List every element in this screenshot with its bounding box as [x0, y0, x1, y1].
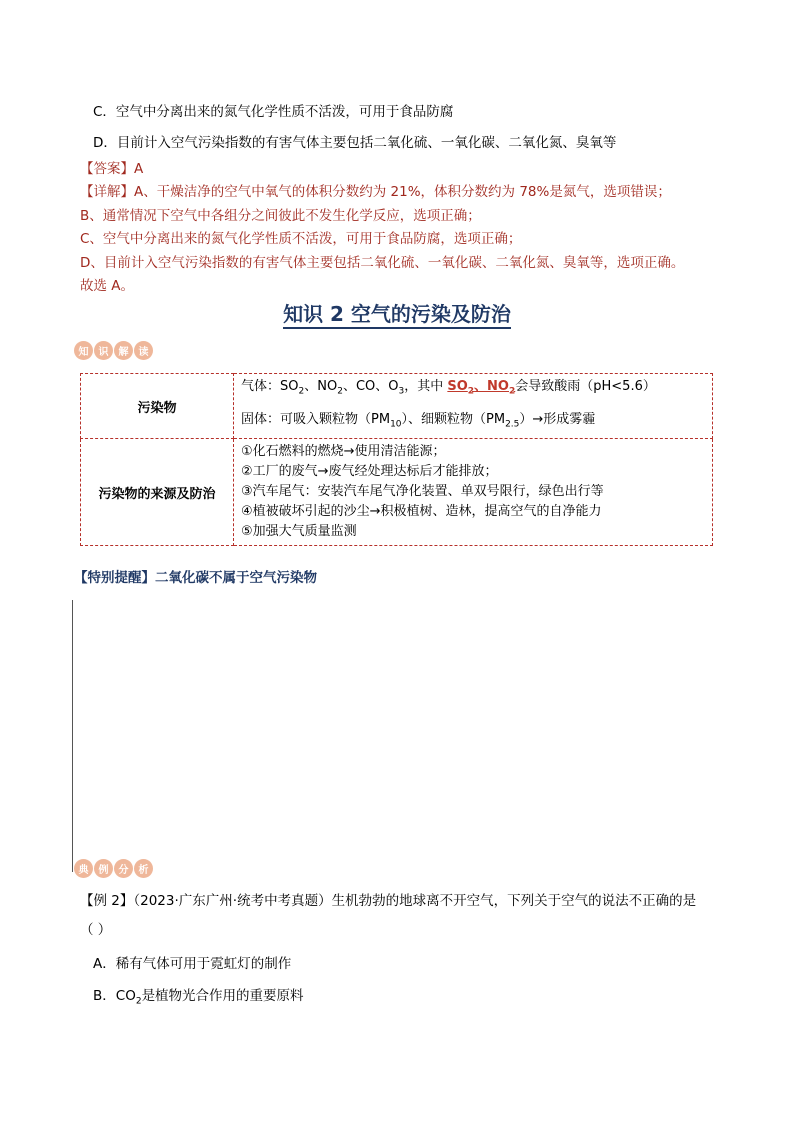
source-item: ⑤加强大气质量监测: [241, 524, 357, 539]
explanation-line-1: 【详解】A、干燥洁净的空气中氧气的体积分数约为 21%，体积分数约为 78%是氮气，选项错误；: [80, 184, 671, 200]
explanation-line-4: D、目前计入空气污染指数的有害气体主要包括二氧化硫、一氧化碳、二氧化氮、臭氧等，选项正确。: [80, 255, 685, 271]
knowledge-badge: 知 识 解 读: [74, 341, 153, 360]
solid-row: 固体：可吸入颗粒物$(PM_{10})$、细颗粒物$(PM_{2.5})\to$形成雾霾: [241, 412, 596, 430]
example-option-b: B．$CO_2$是植物光合作用的重要原料: [93, 988, 304, 1007]
margin-rule: [72, 600, 73, 872]
option-d: D．目前计入空气污染指数的有害气体主要包括二氧化硫、一氧化碳、二氧化氮、臭氧等: [93, 135, 617, 151]
explanation-line-2: B、通常情况下空气中各组分之间彼此不发生化学反应，选项正确；: [80, 208, 481, 224]
table-cell-sources: [234, 439, 713, 546]
pollution-table: [80, 373, 713, 546]
source-item: ①化石燃料的燃烧→使用清洁能源；: [241, 444, 446, 459]
example-option-a: A．稀有气体可用于霓虹灯的制作: [93, 956, 292, 972]
explanation-line-3: C、空气中分离出来的氮气化学性质不活泼，可用于食品防腐，选项正确；: [80, 231, 522, 247]
table-head-pollutants: 污染物: [81, 374, 234, 439]
example-question: 【例 2】（2023·广东广州·统考中考真题）生机勃勃的地球离不开空气，下列关于空气的说法不正确的是: [80, 893, 697, 909]
table-cell-pollutants: [234, 374, 713, 439]
explanation-line-5: 故选 A。: [80, 278, 135, 294]
gas-row: 气体：$SO_2$、$NO_2$、CO、$O_3$，其中 $SO_2$、$NO_2$会导致酸雨（pH<5.6）: [241, 379, 656, 397]
answer-line: 【答案】A: [80, 161, 144, 177]
source-item: ②工厂的废气→废气经处理达标后才能排放；: [241, 464, 498, 479]
option-c: C．空气中分离出来的氮气化学性质不活泼，可用于食品防腐: [93, 104, 454, 120]
section-title: 知识 2 空气的污染及防治: [0, 300, 794, 328]
special-tip: 【特别提醒】二氧化碳不属于空气污染物: [74, 570, 317, 586]
example-blank: （ ）: [80, 922, 112, 938]
example-badge: 典 例 分 析: [74, 859, 153, 878]
source-item: ③汽车尾气：安装汽车尾气净化装置、单双号限行，绿色出行等: [241, 484, 604, 499]
table-head-sources: 污染物的来源及防治: [81, 439, 234, 546]
source-item: ④植被破坏引起的沙尘→积极植树、造林，提高空气的自净能力: [241, 504, 602, 519]
